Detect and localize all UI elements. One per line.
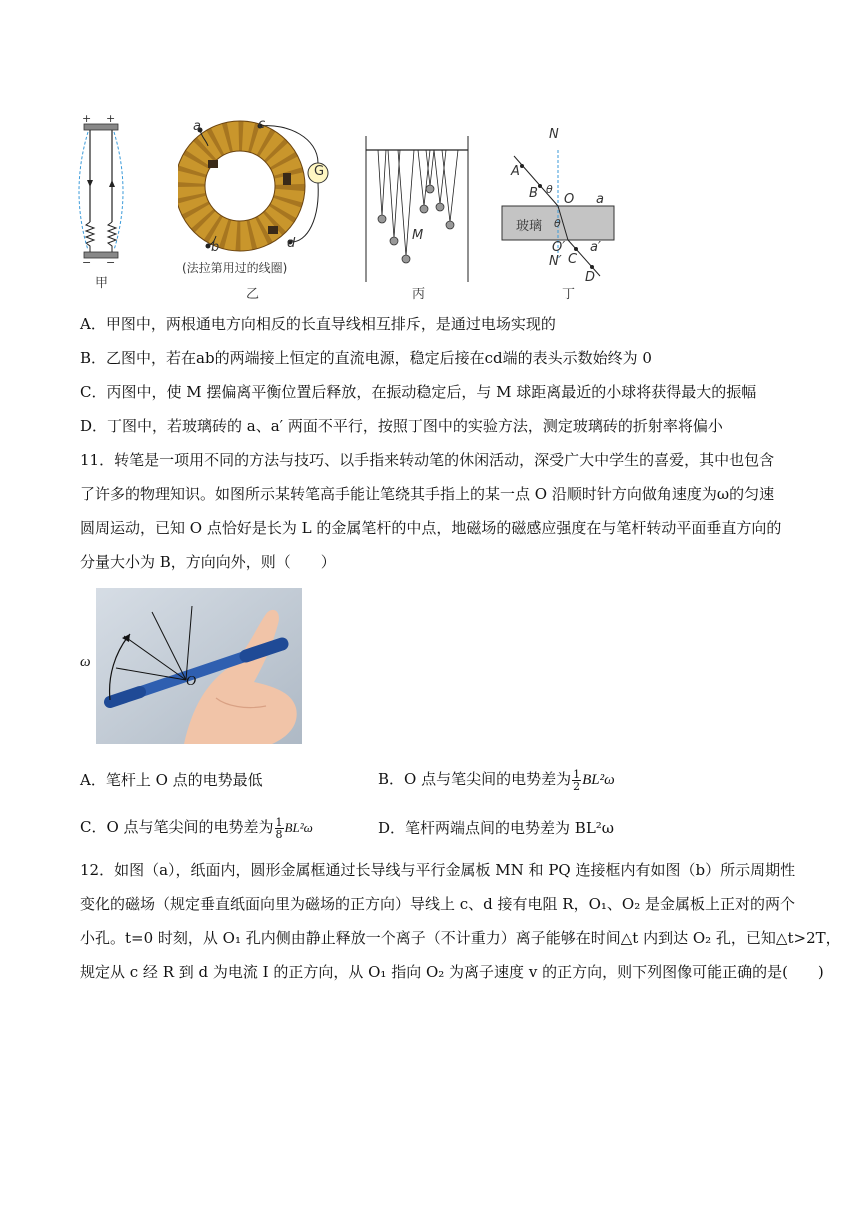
jia-minus-right: −: [106, 256, 116, 269]
jia-plus-right: +: [106, 112, 116, 125]
q10-option-a: A．甲图中，两根通电方向相反的长直导线相互排斥，是通过电场实现的: [80, 315, 556, 333]
q11-option-a: A．笔杆上 O 点的电势最低: [80, 771, 263, 789]
yi-note: (法拉第用过的线圈): [182, 261, 288, 275]
ding-a-prime: a′: [590, 240, 601, 255]
q10-option-b: B．乙图中，若在ab的两端接上恒定的直流电源，稳定后接在cd端的表头示数始终为 0: [80, 349, 652, 367]
q11-option-b-numerator: 1: [573, 767, 581, 781]
yi-label-b: b: [211, 240, 220, 255]
q11-option-c-fraction: [275, 817, 284, 840]
caption-yi: 乙: [246, 287, 260, 302]
q11-option-b: [378, 766, 615, 793]
q11-option-b-fraction: [572, 769, 581, 792]
figure-bing: [364, 136, 474, 282]
ding-O-prime: O′: [552, 240, 566, 255]
yi-label-a: a: [193, 119, 201, 134]
q11-option-c: [80, 814, 313, 841]
q12-stem-line2: 变化的磁场（规定垂直纸面向里为磁场的正方向）导线上 c、d 接有电阻 R，O₁、O₂ 是金属板上正对的两个: [80, 895, 795, 913]
q10-option-d: D．丁图中，若玻璃砖的 a、a′ 两面不平行，按照丁图中的实验方法，测定玻璃砖的折射率将偏小: [80, 417, 723, 435]
ding-A: A: [511, 164, 520, 179]
figure-yi-coil: [178, 118, 338, 258]
ding-glass-label: 玻璃: [516, 219, 543, 234]
q11-stem-line4: 分量大小为 B，方向向外，则（ ）: [80, 553, 336, 571]
ding-a: a: [596, 192, 604, 207]
yi-label-d: d: [287, 236, 296, 251]
yi-meter-G: G: [314, 164, 325, 179]
jia-minus-left: −: [82, 256, 92, 269]
ding-C: C: [568, 252, 578, 267]
bing-label-M: M: [412, 228, 424, 243]
ding-B: B: [529, 186, 538, 201]
q11-option-b-formula: BL²ω: [582, 772, 615, 788]
q11-option-c-numerator: 1: [275, 815, 283, 829]
q11-option-c-denominator: 8: [275, 827, 283, 841]
q12-stem-line1: 12．如图（a），纸面内，圆形金属框通过长导线与平行金属板 MN 和 PQ 连接框内有如图（b）所示周期性: [80, 861, 796, 879]
caption-jia: 甲: [95, 276, 109, 291]
q11-option-b-denominator: 2: [573, 779, 581, 793]
caption-bing: 丙: [412, 287, 426, 302]
caption-ding: 丁: [562, 287, 576, 302]
ding-N: N: [549, 127, 559, 142]
q11-option-c-text: C．O 点与笔尖间的电势差为: [80, 818, 274, 836]
q12-stem-line4: 规定从 c 经 R 到 d 为电流 I 的正方向，从 O₁ 指向 O₂ 为离子速度 v 的正方向，则下列图像可能正确的是( ): [80, 963, 824, 981]
q11-option-d: D．笔杆两端点间的电势差为 BL²ω: [378, 819, 615, 837]
figure-pen-photo: [96, 588, 302, 744]
jia-plus-left: +: [82, 112, 92, 125]
yi-label-c: c: [258, 117, 266, 132]
q11-option-c-formula: BL²ω: [284, 820, 313, 835]
pen-O-label: O: [186, 674, 197, 689]
q11-stem-line2: 了许多的物理知识。如图所示某转笔高手能让笔绕其手指上的某一点 O 沿顺时针方向做角速度为ω的匀速: [80, 485, 775, 503]
ding-N-prime: N′: [549, 254, 562, 269]
q11-option-b-text: B．O 点与笔尖间的电势差为: [378, 770, 572, 788]
q11-stem-line3: 圆周运动，已知 O 点恰好是长为 L 的金属笔杆的中点，地磁场的磁感应强度在与笔杆转动平面垂直方向的: [80, 519, 782, 537]
q11-stem-line1: 11．转笔是一项用不同的方法与技巧、以手指来转动笔的休闲活动，深受广大中学生的喜爱，其中也包含: [80, 451, 775, 469]
ding-theta-bottom: θ: [554, 217, 561, 230]
ding-D: D: [585, 270, 596, 285]
ding-O: O: [564, 192, 575, 207]
figure-jia: [78, 112, 138, 272]
pen-omega-label: ω: [80, 654, 91, 670]
q12-stem-line3: 小孔。t=0 时刻，从 O₁ 孔内侧由静止释放一个离子（不计重力）离子能够在时间△t 内到达 O₂ 孔，已知△t>2T，: [80, 929, 841, 947]
ding-theta-top: θ: [546, 183, 553, 196]
q10-option-c: C．丙图中，使 M 摆偏离平衡位置后释放，在振动稳定后，与 M 球距离最近的小球将获得最大的振幅: [80, 383, 757, 401]
